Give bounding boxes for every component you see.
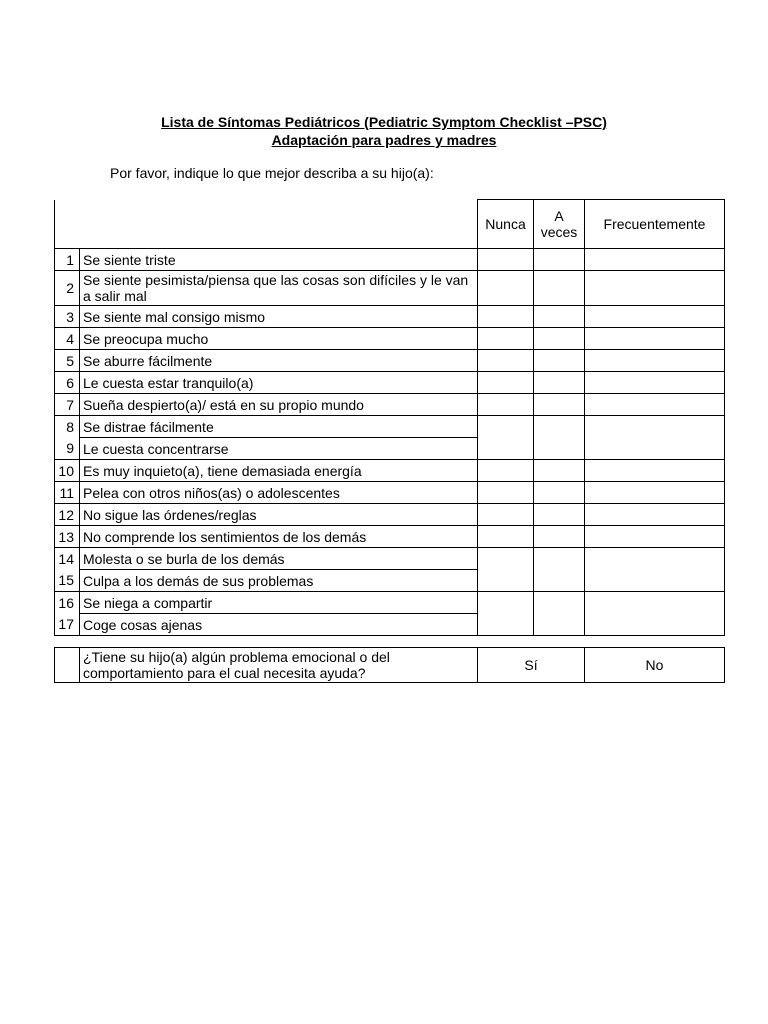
column-header-often: Frecuentemente xyxy=(585,200,725,249)
question-row xyxy=(55,648,725,683)
answer-never-cell[interactable] xyxy=(478,271,534,306)
answer-sometimes-cell[interactable] xyxy=(534,271,585,306)
table-row xyxy=(55,460,725,482)
symptom-checklist-table xyxy=(54,199,725,636)
answer-often-cell[interactable] xyxy=(585,504,725,526)
answer-never-cell[interactable] xyxy=(478,249,534,271)
column-header-never: Nunca xyxy=(478,200,534,249)
title-line-1: Lista de Síntomas Pediátricos (Pediatric Symptom Checklist –PSC) xyxy=(161,114,607,130)
item-symptom: Se niega a compartir xyxy=(80,592,478,614)
answer-sometimes-cell[interactable] xyxy=(534,249,585,271)
question-blank-cell xyxy=(55,648,80,683)
column-header-sometimes-line1: A xyxy=(554,208,564,224)
column-header-sometimes-line2: veces xyxy=(540,224,578,240)
item-symptom: Es muy inquieto(a), tiene demasiada energía xyxy=(80,460,478,482)
item-number: 13 xyxy=(55,526,80,548)
answer-often-cell[interactable] xyxy=(585,306,725,328)
answer-never-cell[interactable] xyxy=(478,438,534,460)
item-number: 2 xyxy=(55,271,80,306)
answer-often-cell[interactable] xyxy=(585,372,725,394)
table-header-row xyxy=(55,200,725,249)
item-symptom: No comprende los sentimientos de los demás xyxy=(80,526,478,548)
item-symptom: Coge cosas ajenas xyxy=(80,614,478,636)
answer-often-cell[interactable] xyxy=(585,592,725,614)
answer-often-cell[interactable] xyxy=(585,350,725,372)
table-row xyxy=(55,394,725,416)
answer-often-cell[interactable] xyxy=(585,249,725,271)
intro-text: Por favor, indique lo que mejor describa a su hijo(a): xyxy=(110,165,434,181)
item-symptom: Pelea con otros niños(as) o adolescentes xyxy=(80,482,478,504)
help-question-text: ¿Tiene su hijo(a) algún problema emocional o del comportamiento para el cual necesita ayuda? xyxy=(80,648,478,683)
answer-sometimes-cell[interactable] xyxy=(534,394,585,416)
item-number: 7 xyxy=(55,394,80,416)
item-number: 11 xyxy=(55,482,80,504)
item-number: 9 xyxy=(55,438,80,460)
answer-sometimes-cell[interactable] xyxy=(534,614,585,636)
answer-sometimes-cell[interactable] xyxy=(534,460,585,482)
answer-never-cell[interactable] xyxy=(478,460,534,482)
answer-sometimes-cell[interactable] xyxy=(534,328,585,350)
table-row xyxy=(55,504,725,526)
item-number: 14 xyxy=(55,548,80,570)
answer-sometimes-cell[interactable] xyxy=(534,570,585,592)
item-symptom: Sueña despierto(a)/ está en su propio mundo xyxy=(80,394,478,416)
item-symptom: Culpa a los demás de sus problemas xyxy=(80,570,478,592)
table-row xyxy=(55,416,725,438)
answer-never-cell[interactable] xyxy=(478,416,534,438)
table-row xyxy=(55,350,725,372)
table-row xyxy=(55,271,725,306)
item-number: 15 xyxy=(55,570,80,592)
table-row xyxy=(55,249,725,271)
item-number: 12 xyxy=(55,504,80,526)
item-symptom: No sigue las órdenes/reglas xyxy=(80,504,478,526)
item-symptom: Le cuesta concentrarse xyxy=(80,438,478,460)
answer-often-cell[interactable] xyxy=(585,438,725,460)
item-symptom: Se distrae fácilmente xyxy=(80,416,478,438)
answer-sometimes-cell[interactable] xyxy=(534,504,585,526)
title-line-2: Adaptación para padres y madres xyxy=(271,132,497,148)
answer-never-cell[interactable] xyxy=(478,548,534,570)
answer-often-cell[interactable] xyxy=(585,482,725,504)
table-row xyxy=(55,570,725,592)
item-number: 6 xyxy=(55,372,80,394)
table-row xyxy=(55,438,725,460)
answer-sometimes-cell[interactable] xyxy=(534,438,585,460)
item-number: 5 xyxy=(55,350,80,372)
item-symptom: Se siente pesimista/piensa que las cosas son difíciles y le van a salir mal xyxy=(80,271,478,306)
item-number: 8 xyxy=(55,416,80,438)
table-row xyxy=(55,592,725,614)
item-number: 3 xyxy=(55,306,80,328)
answer-never-cell[interactable] xyxy=(478,372,534,394)
item-symptom: Le cuesta estar tranquilo(a) xyxy=(80,372,478,394)
answer-never-cell[interactable] xyxy=(478,306,534,328)
answer-often-cell[interactable] xyxy=(585,416,725,438)
answer-often-cell[interactable] xyxy=(585,328,725,350)
table-row xyxy=(55,526,725,548)
item-number: 1 xyxy=(55,249,80,271)
answer-sometimes-cell[interactable] xyxy=(534,372,585,394)
column-header-sometimes xyxy=(534,200,585,249)
answer-never-cell[interactable] xyxy=(478,482,534,504)
item-symptom: Se siente triste xyxy=(80,249,478,271)
answer-often-cell[interactable] xyxy=(585,460,725,482)
item-number: 16 xyxy=(55,592,80,614)
item-symptom: Molesta o se burla de los demás xyxy=(80,548,478,570)
answer-never-cell[interactable] xyxy=(478,592,534,614)
answer-often-cell[interactable] xyxy=(585,526,725,548)
answer-sometimes-cell[interactable] xyxy=(534,526,585,548)
table-row xyxy=(55,328,725,350)
item-symptom: Se siente mal consigo mismo xyxy=(80,306,478,328)
answer-sometimes-cell[interactable] xyxy=(534,350,585,372)
answer-sometimes-cell[interactable] xyxy=(534,416,585,438)
answer-often-cell[interactable] xyxy=(585,271,725,306)
item-number: 10 xyxy=(55,460,80,482)
item-symptom: Se aburre fácilmente xyxy=(80,350,478,372)
answer-no[interactable]: No xyxy=(585,648,725,683)
answer-never-cell[interactable] xyxy=(478,350,534,372)
item-symptom: Se preocupa mucho xyxy=(80,328,478,350)
table-row xyxy=(55,614,725,636)
answer-never-cell[interactable] xyxy=(478,526,534,548)
table-row xyxy=(55,548,725,570)
item-number: 4 xyxy=(55,328,80,350)
answer-never-cell[interactable] xyxy=(478,570,534,592)
answer-often-cell[interactable] xyxy=(585,614,725,636)
item-number: 17 xyxy=(55,614,80,636)
answer-often-cell[interactable] xyxy=(585,548,725,570)
table-row xyxy=(55,482,725,504)
answer-sometimes-cell[interactable] xyxy=(534,592,585,614)
answer-sometimes-cell[interactable] xyxy=(534,548,585,570)
answer-often-cell[interactable] xyxy=(585,570,725,592)
answer-never-cell[interactable] xyxy=(478,328,534,350)
table-row xyxy=(55,306,725,328)
answer-sometimes-cell[interactable] xyxy=(534,306,585,328)
answer-often-cell[interactable] xyxy=(585,394,725,416)
answer-never-cell[interactable] xyxy=(478,614,534,636)
help-question-table xyxy=(54,647,725,683)
answer-yes[interactable]: Sí xyxy=(478,648,585,683)
answer-never-cell[interactable] xyxy=(478,394,534,416)
header-blank-cell xyxy=(55,200,478,249)
table-row xyxy=(55,372,725,394)
answer-sometimes-cell[interactable] xyxy=(534,482,585,504)
answer-never-cell[interactable] xyxy=(478,504,534,526)
